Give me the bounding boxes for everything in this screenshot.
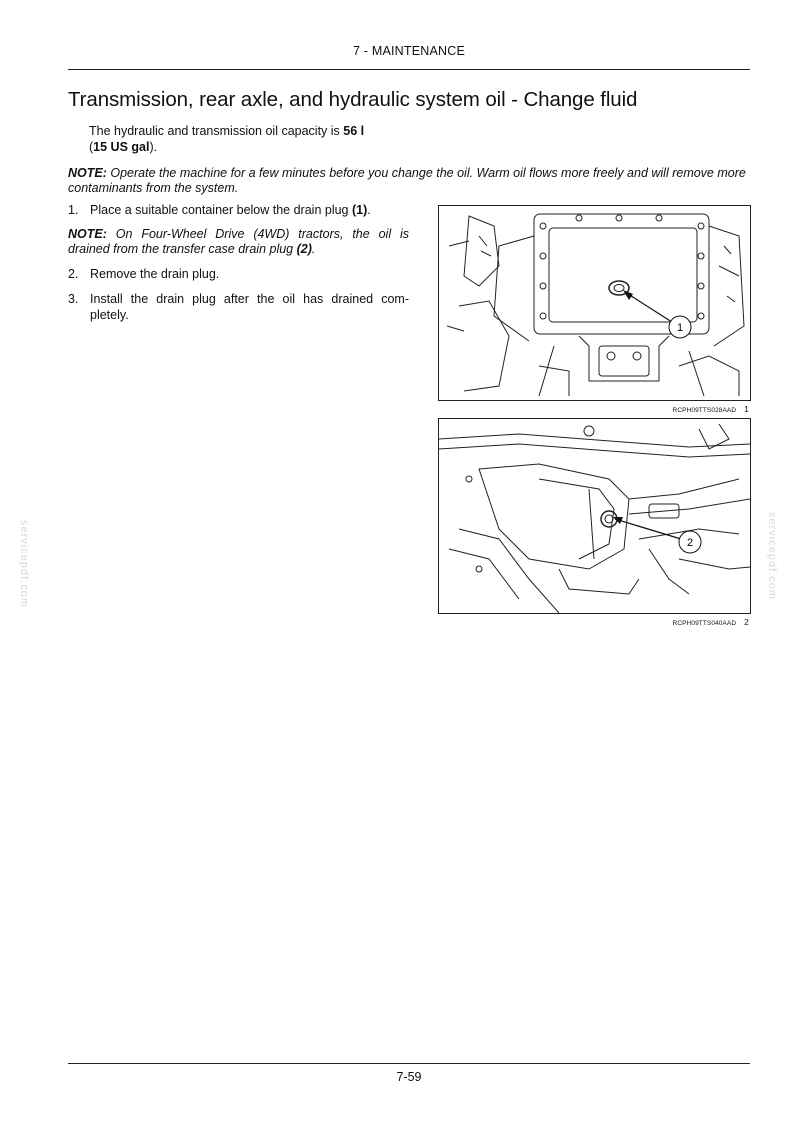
step-1 [68,202,409,218]
step-text: Place a suitable container below the drain plug [90,203,352,217]
step-2 [68,266,409,282]
step-number: 3. [68,292,79,306]
4wd-note-ref: (2) [296,242,312,256]
figure-1-caption [438,404,749,414]
figure-code: RCPH09TTS028AAD [672,407,737,414]
capacity-metric: 56 l [343,124,365,138]
step-text: Remove the drain plug. [90,267,220,281]
step-text: Install the drain plug after the oil has drained com- pletely. [90,292,409,322]
general-note-text: Operate the machine for a few minutes before you change the oil. Warm oil flows more freely and will remove more contaminants from the system. [68,166,746,195]
4wd-note-end: . [311,242,316,256]
watermark-right: servicepdf.com [766,512,778,600]
drain-plug-illustration [439,206,750,400]
callout-label: 2 [686,537,694,549]
figure-code: RCPH09TTS040AAD [672,620,737,627]
header-rule [68,69,750,70]
section-header: 7 - MAINTENANCE [352,44,466,58]
4wd-note-label: NOTE: [68,227,107,241]
footer-rule [68,1063,750,1064]
page-title: Transmission, rear axle, and hydraulic system oil - Change fluid [68,88,638,111]
step-text-end: . [367,203,371,217]
step-ref: (1) [351,203,368,217]
watermark-left: servicepdf.com [18,520,30,608]
figure-1-illustration [438,205,751,401]
general-note-label: NOTE: [68,166,107,180]
figure-number: 2 [744,617,749,627]
procedure-steps [68,202,409,332]
4wd-note [68,227,409,257]
capacity-us: 15 US gal [93,140,150,154]
page-number: 7-59 [396,1070,422,1084]
step-number: 2. [68,267,79,281]
figure-2-illustration [438,418,751,614]
figure-2-caption [438,617,749,627]
callout-label: 1 [676,322,684,334]
step-3 [68,291,409,323]
step-number: 1. [68,203,79,217]
capacity-paragraph: The hydraulic and transmission oil capacity is 56 l (15 US gal). [89,124,365,154]
figure-number: 1 [744,404,749,414]
general-note [68,166,750,196]
transfer-case-illustration [439,419,750,613]
4wd-note-text: On Four-Wheel Drive (4WD) tractors, the oil is drained from the transfer case drain plug [68,227,409,256]
capacity-text-end: ). [149,140,158,154]
capacity-text: The hydraulic and transmission oil capacity is [89,124,344,138]
